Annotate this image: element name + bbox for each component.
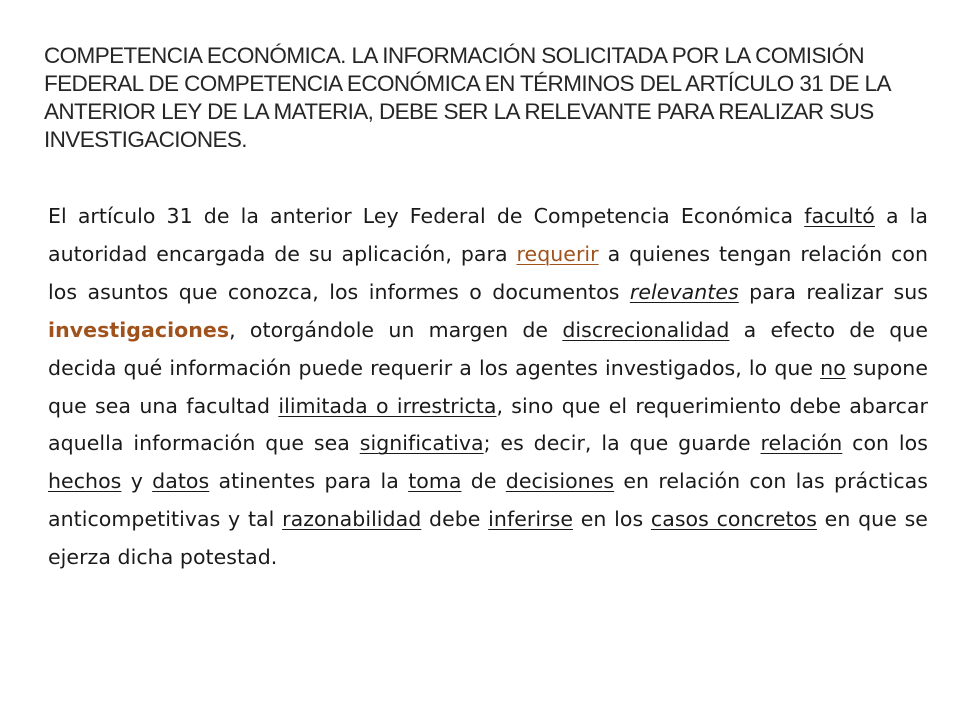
body-text: ; es decir, la que guarde: [483, 431, 761, 456]
term-hechos: hechos: [48, 469, 122, 494]
term-relevantes: relevantes: [629, 279, 739, 304]
body-paragraph: [48, 198, 928, 577]
body-text: de: [461, 469, 506, 494]
slide-title: COMPETENCIA ECONÓMICA. LA INFORMACIÓN SOLICITADA POR LA COMISIÓN FEDERAL DE COMPETENCIA ECONÓMICA EN TÉRMINOS DEL ARTÍCULO 31 DE LA ANTERIOR LEY DE LA MATERIA, DEBE SER LA RELEVANTE PARA REALIZAR SUS INVESTIGACIONES.: [44, 43, 890, 152]
body-text: con los: [842, 431, 928, 456]
body-text: a efecto de que decida qué información puede requerir a los agentes investigados, lo que: [48, 317, 928, 380]
term-relacion: relación: [760, 431, 843, 456]
body-text: atinentes para la: [209, 469, 409, 494]
body-text: , otorgándole un margen de: [229, 317, 563, 342]
body-text: en los: [572, 507, 651, 532]
term-no: no: [820, 355, 846, 380]
term-razonabilidad: razonabilidad: [282, 507, 422, 532]
term-casos-concretos: casos concretos: [650, 507, 817, 532]
body-text: El artículo 31 de la anterior Ley Federal de Competencia Económica: [48, 204, 805, 228]
term-significativa: significativa: [359, 431, 484, 456]
term-toma: toma: [408, 469, 462, 494]
term-inferirse: inferirse: [488, 507, 573, 532]
body-text: , sino que el requerimiento debe abarcar aquella información que sea: [48, 393, 928, 456]
term-ilimitada-irrestricta: ilimitada o irrestricta: [278, 393, 497, 418]
body-text: y: [121, 469, 153, 494]
term-requerir: requerir: [516, 241, 599, 266]
body-text: debe: [421, 507, 489, 532]
term-facultó: facultó: [804, 204, 875, 228]
body-text: en relación con las prácticas anticompetitivas y tal: [48, 469, 928, 532]
term-datos: datos: [152, 469, 210, 494]
term-decisiones: decisiones: [505, 469, 615, 494]
body-text: para realizar sus: [738, 279, 928, 304]
body-text: supone que sea una facultad: [48, 355, 928, 418]
body-text: a la autoridad encargada de su aplicación, para: [48, 204, 928, 266]
body-text: a quienes tengan relación con los asuntos que conozca, los informes o documentos: [48, 241, 928, 304]
body-text: en que se ejerza dicha potestad.: [48, 507, 928, 570]
term-discrecionalidad: discrecionalidad: [562, 317, 730, 342]
term-investigaciones: investigaciones: [48, 317, 230, 342]
